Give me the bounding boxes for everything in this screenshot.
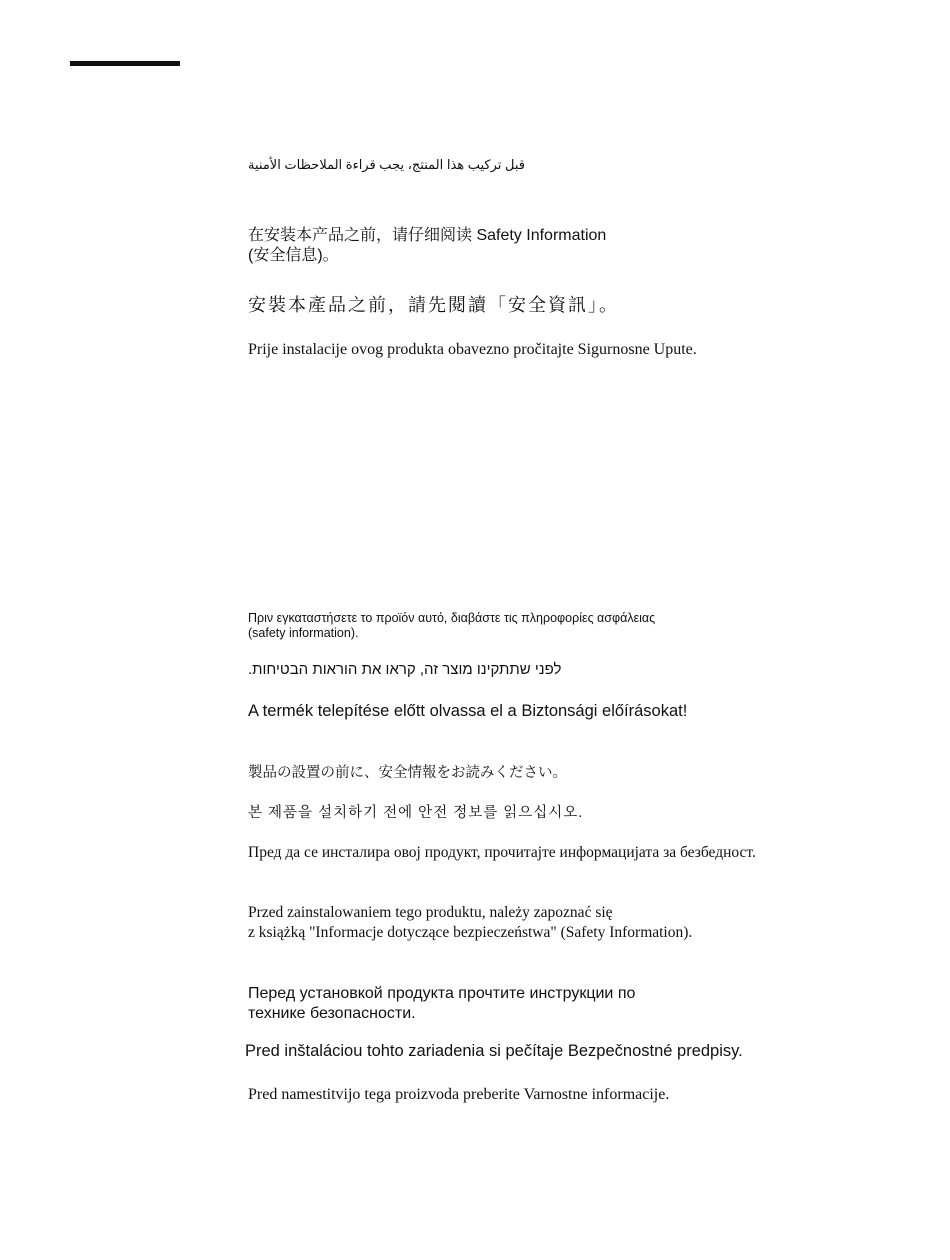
- notice-greek: [248, 611, 655, 641]
- notice-hebrew: לפני שתתקינו מוצר זה, קראו את הוראות הבטיחות.: [248, 661, 562, 678]
- notice-russian-line2: технике безопасности.: [248, 1005, 416, 1022]
- notice-japanese: 製品の設置の前に、安全情報をお読みください。: [248, 765, 567, 781]
- notice-russian: [248, 984, 635, 1024]
- notice-slovak: Pred inštaláciou tohto zariadenia si pečítaje Bezpečnostné predpisy.: [245, 1042, 743, 1060]
- notice-greek-line2: (safety information).: [248, 626, 359, 640]
- notice-greek-line1: Πριν εγκαταστήσετε το προϊόν αυτό, διαβάστε τις πληροφορίες ασφάλειας: [248, 611, 656, 625]
- notice-polish-line1: Przed zainstalowaniem tego produktu, należy zapoznać się: [248, 904, 613, 921]
- notice-chinese-simplified: [248, 226, 606, 266]
- notice-korean: 본 제품을 설치하기 전에 안전 정보를 읽으십시오.: [248, 805, 584, 821]
- notice-arabic: قبل تركيب هذا المنتج، يجب قراءة الملاحظات الأمنية: [248, 157, 525, 172]
- notice-russian-line1: Перед установкой продукта прочтите инструкции по: [248, 985, 636, 1002]
- notice-macedonian: Пред да се инсталира овој продукт, прочитајте информацијата за безбедност.: [248, 844, 756, 861]
- notice-polish-line2: z książką "Informacje dotyczące bezpieczeństwa" (Safety Information).: [248, 924, 693, 941]
- header-rule: [70, 61, 180, 66]
- notice-hungarian: A termék telepítése előtt olvassa el a Biztonsági előírásokat!: [248, 702, 688, 720]
- notice-chinese-traditional: 安裝本產品之前，請先閱讀「安全資訊」。: [248, 295, 619, 315]
- notice-chinese-simplified-line1: 在安装本产品之前，请仔细阅读 Safety Information: [248, 227, 607, 244]
- notice-croatian: Prije instalacije ovog produkta obavezno pročitajte Sigurnosne Upute.: [248, 341, 697, 358]
- notice-slovenian: Pred namestitvijo tega proizvoda preberite Varnostne informacije.: [248, 1086, 670, 1103]
- notice-chinese-simplified-line2: (安全信息)。: [248, 247, 339, 264]
- notice-polish: [248, 903, 692, 943]
